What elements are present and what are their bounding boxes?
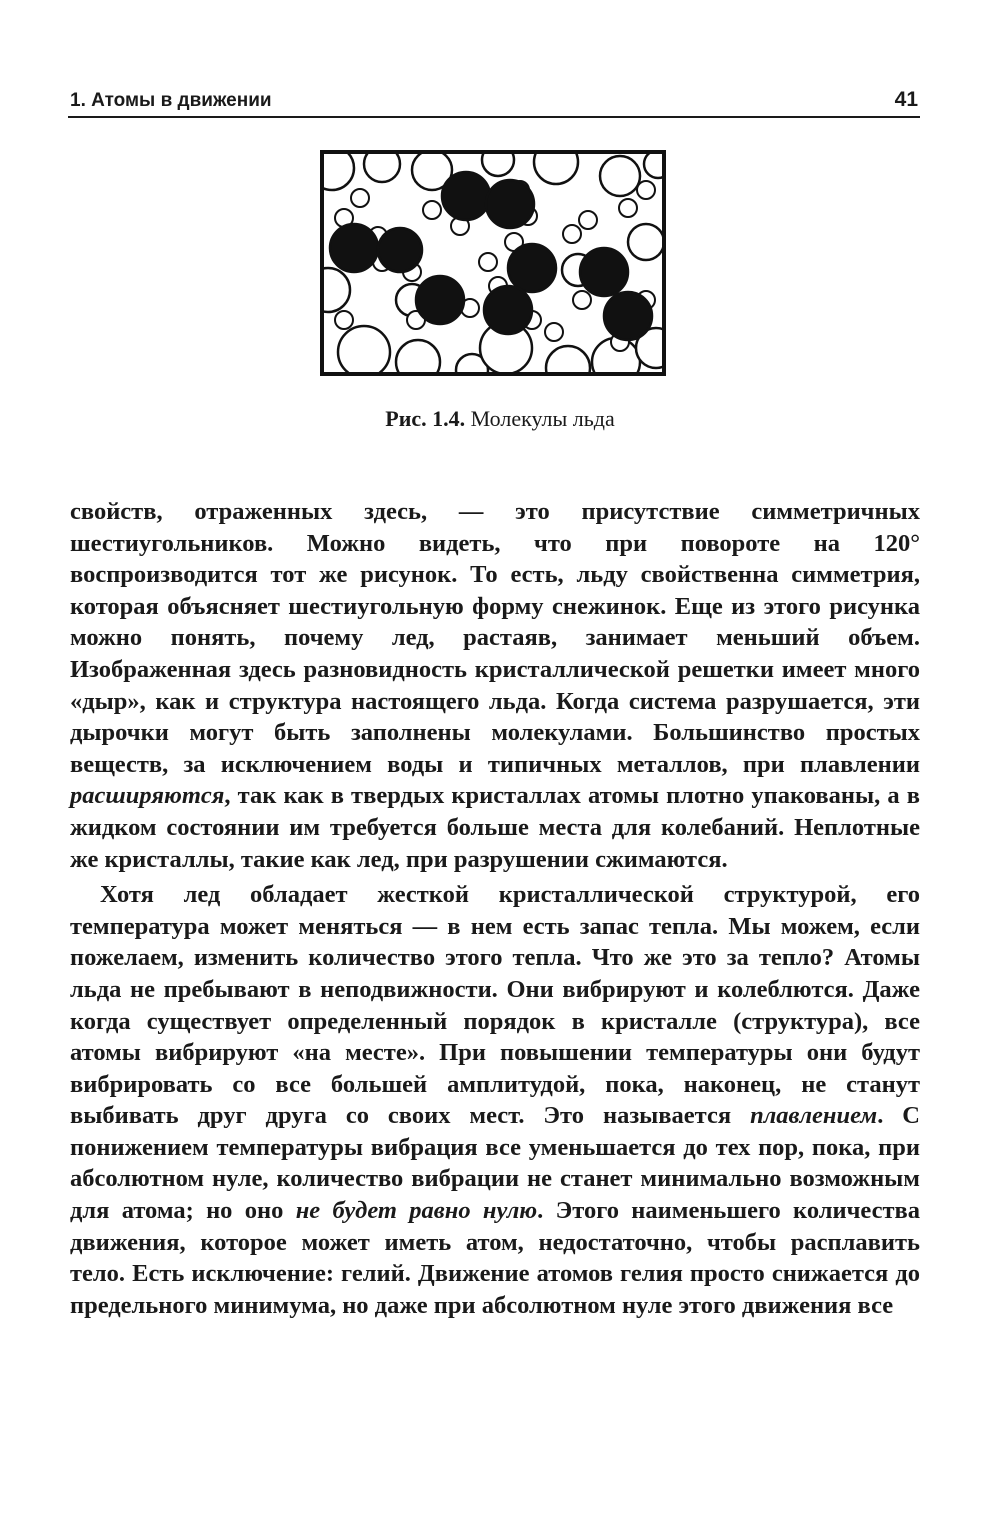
text-run: . Этого наименьшего количества движения, которое может иметь атом, недостаточно, чтобы расплавить тело. Есть исключение: гелий. Движение атомов гелия просто снижается до предельного минимума, но даже при абсолютном нуле этого движения все: [70, 1197, 920, 1319]
ice-lattice-diagram: [320, 150, 666, 376]
ice-molecules-figure: [320, 150, 666, 376]
text-run: , так как в твердых кристаллах атомы плотно упакованы, а в жидком состоянии им требуется больше места для колебаний. Неплотные же кристаллы, такие как лед, при разрушении сжимаются.: [70, 782, 920, 873]
paragraph-1: [70, 496, 920, 875]
italic-term: расширяются: [70, 782, 225, 810]
italic-term: не будет равно нулю: [295, 1197, 538, 1225]
figure-caption: [0, 406, 1000, 432]
chapter-title: 1. Атомы в движении: [70, 90, 272, 111]
italic-term: плавлением: [750, 1102, 878, 1130]
text-run: Хотя лед обладает жесткой кристаллической структурой, его температура может меняться — в нем есть запас тепла. Мы можем, если пожелаем, изменить количество этого тепла. Что же это за тепло? Атомы льда не пребывают в неподвижности. Они вибрируют и колеблются. Даже когда существует определенный порядок в кристалле (структура), все атомы вибрируют «на месте». При повышении температуры они будут вибрировать со все большей амплитудой, пока, наконец, не станут выбивать друг друга со своих мест. Это называется: [70, 881, 920, 1130]
paragraph-2: [70, 879, 920, 1321]
body-text: [70, 496, 920, 1321]
page-number: 41: [894, 88, 918, 111]
running-header: [68, 84, 920, 118]
text-run: свойств, отраженных здесь, — это присутствие симметричных шестиугольников. Можно видеть, что при повороте на 120° воспроизводится тот же рисунок. То есть, льду свойственна симметрия, которая объясняет шестиугольную форму снежинок. Еще из этого рисунка можно понять, почему лед, растаяв, занимает меньший объем. Изображенная здесь разновидность кристаллической решетки имеет много «дыр», как и структура настоящего льда. Когда система разрушается, эти дырочки могут быть заполнены молекулами. Большинство простых веществ, за исключением воды и типичных металлов, при плавлении: [70, 498, 920, 778]
text-run: . С понижением температуры вибрация все уменьшается до тех пор, пока, при абсолютном нуле, количество вибрации не станет минимально возможным для атома; но оно: [70, 1102, 920, 1225]
figure-label: Рис. 1.4.: [385, 406, 466, 431]
figure-title: Молекулы льда: [470, 406, 615, 431]
